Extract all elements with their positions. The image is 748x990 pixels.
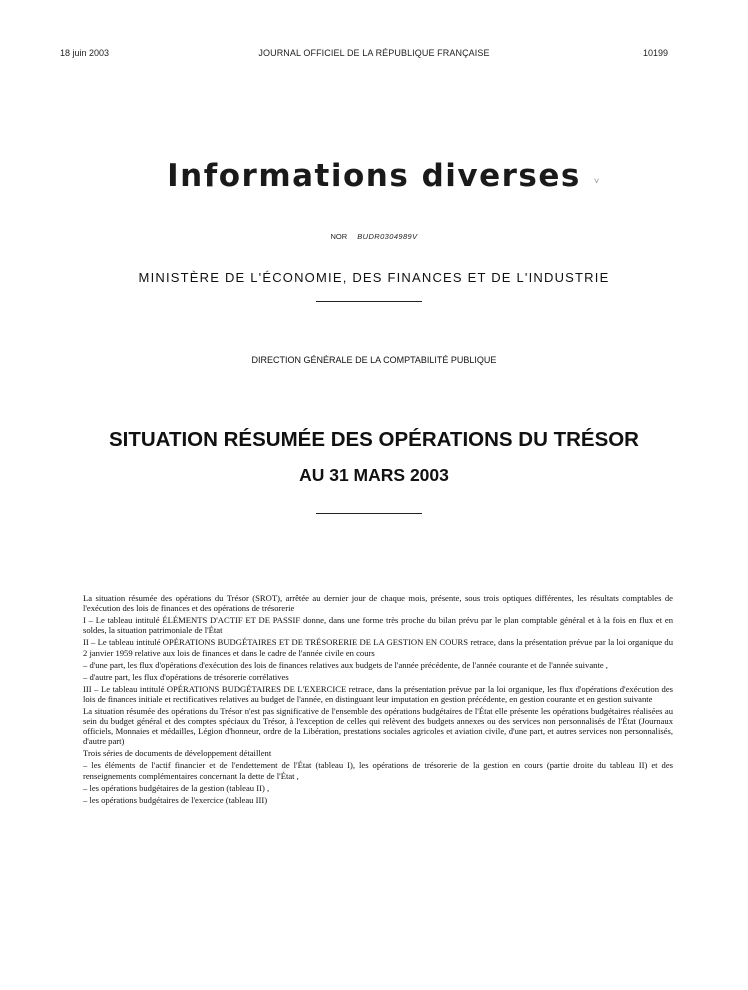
ink-speck-mark: ˅	[594, 176, 600, 186]
paragraph: I – Le tableau intitulé ÉLÉMENTS D'ACTIF ET DE PASSIF donne, dans une forme très proche du bilan prévu par le plan comptable général et à la fois en flux et en soldes, la situation patrimoniale de l'État	[83, 615, 673, 636]
paragraph: – d'une part, les flux d'opérations d'exécution des lois de finances relatives aux budgets de l'année précédente, de l'année courante et de l'année suivante ,	[83, 659, 608, 670]
nor-reference	[0, 232, 748, 241]
paragraph: – les éléments de l'actif financier et de l'endettement de l'État (tableau I), les opérations de trésorerie de la gestion en cours (partie droite du tableau II) et des renseignements complémentaires concernant la dette de l'État ,	[83, 760, 673, 781]
main-subtitle: AU 31 MARS 2003	[299, 465, 449, 485]
page-number: 10199	[642, 48, 668, 58]
paragraph: II – Le tableau intitulé OPÉRATIONS BUDGÉTAIRES ET DE TRÉSORERIE DE LA GESTION EN COURS retrace, dans la présentation prévue par la loi organique du 2 janvier 1959 relative aux lois de finances et dans le cadre de l'année civile en cours	[83, 637, 673, 658]
paragraph: La situation résumée des opérations du Trésor (SROT), arrêtée au dernier jour de chaque mois, présente, sous trois optiques différentes, les résultats comptables de l'exécution des lois de finances et des opérations de trésorerie	[83, 593, 673, 614]
main-title: SITUATION RÉSUMÉE DES OPÉRATIONS DU TRÉSOR	[108, 428, 639, 451]
nor-code: BUDR0304989V	[357, 232, 418, 241]
paragraph: – d'autre part, les flux d'opérations de trésorerie corrélatives	[83, 671, 289, 682]
divider-rule	[316, 301, 422, 302]
direction-heading: DIRECTION GÉNÉRALE DE LA COMPTABILITÉ PUBLIQUE	[251, 355, 497, 365]
ministry-heading: MINISTÈRE DE L'ÉCONOMIE, DES FINANCES ET DE L'INDUSTRIE	[138, 270, 610, 285]
issue-date: 18 juin 2003	[60, 48, 110, 58]
nor-label: NOR	[330, 232, 348, 241]
paragraph: Trois séries de documents de développement détaillent	[83, 748, 272, 759]
divider-rule	[316, 513, 422, 514]
section-title: Informations diverses	[167, 158, 581, 194]
paragraph: III – Le tableau intitulé OPÉRATIONS BUDGÉTAIRES DE L'EXERCICE retrace, dans la présentation prévue par la loi organique, les flux d'opérations d'exécution des lois de finances initiale et rectificatives relatives au budget de l'année, en distinguant leur imputation en gestion précédente, en gestion courante et en gestion suivante	[83, 683, 673, 704]
journal-title: JOURNAL OFFICIEL DE LA RÉPUBLIQUE FRANÇAISE	[258, 48, 490, 58]
paragraph: – les opérations budgétaires de la gestion (tableau II) ,	[83, 782, 270, 793]
paragraph: – les opérations budgétaires de l'exercice (tableau III)	[83, 794, 268, 805]
paragraph: La situation résumée des opérations du Trésor n'est pas significative de l'ensemble des opérations budgétaires de l'État elle présente les opérations budgétaires réalisées au sein du budget général et des comptes spéciaux du Trésor, à l'exception de celles qui relèvent des budgets annexes ou des services non personnalisés de l'État (Journaux officiels, Monnaies et médailles, Légion d'honneur, ordre de la Libération, prestations sociales agricoles et aviation civile, d'une part, et autres services non personnalisés, d'autre part)	[83, 705, 673, 747]
body-text	[83, 593, 673, 807]
page-header	[0, 48, 748, 64]
